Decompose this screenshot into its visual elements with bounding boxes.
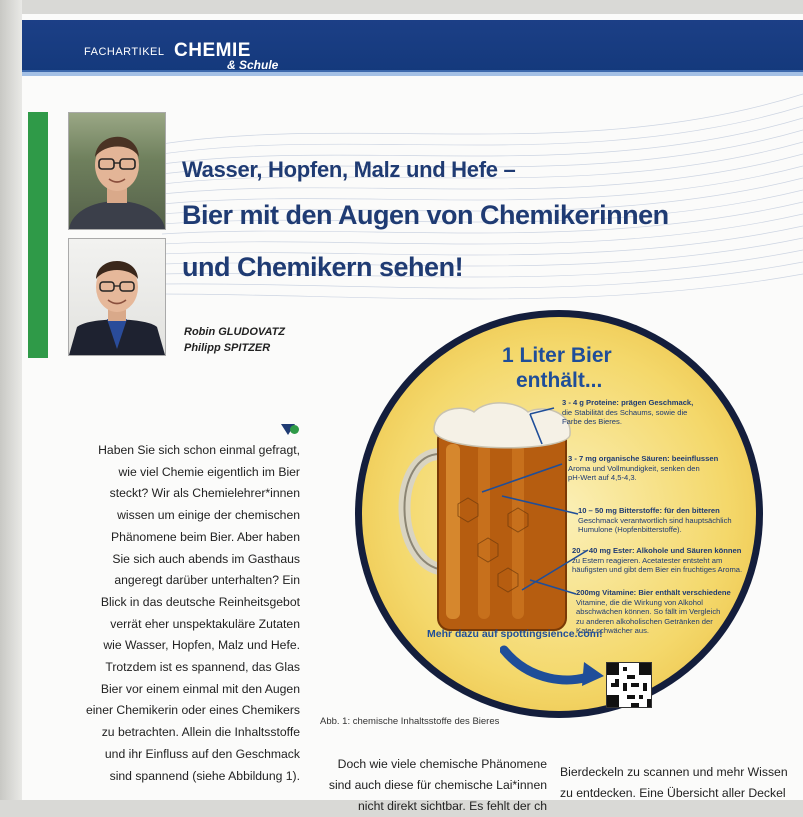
annotation-leader-lines: [362, 384, 592, 604]
article-title-line-1: Bier mit den Augen von Chemikerinnen: [182, 200, 669, 230]
annotation-line: die Stabilität des Schaums, sowie die: [562, 407, 688, 417]
annotation-line: 20 – 40 mg Ester: Alkohole und Säuren können: [572, 546, 742, 555]
body-column-2: [317, 754, 547, 817]
figure-link-text: Mehr dazu auf spottingsience.com!: [427, 628, 603, 640]
paragraph-line: steckt? Wir als Chemielehrer*innen: [109, 486, 300, 501]
annotation-line: 3 - 7 mg organische Säuren: beeinflussen: [568, 454, 719, 463]
paragraph-line: Doch wie viele chemische Phänomene: [337, 757, 547, 771]
page-gutter-shadow: [0, 0, 22, 800]
annotation-line: pH-Wert auf 4,5-4,3.: [568, 473, 637, 483]
section-marker-dot-icon: [290, 425, 299, 434]
portrait-1-illustration: [69, 113, 165, 229]
figure-caption: Abb. 1: chemische Inhaltsstoffe des Bieres: [320, 716, 500, 727]
paragraph-line: Trotzdem ist es spannend, das Glas: [105, 660, 300, 675]
paragraph-line: zu entdecken. Eine Übersicht aller Deckel: [560, 786, 786, 800]
intro-paragraph: [80, 440, 300, 787]
annotation-line: häufigsten und gibt dem Bier ein fruchtiges Aroma.: [572, 565, 743, 575]
paragraph-line: sind spannend (siehe Abbildung 1).: [109, 768, 300, 783]
author-name: Robin GLUDOVATZ: [184, 326, 286, 338]
qr-code[interactable]: [606, 662, 652, 708]
paragraph-line: verrät eher unspektakuläre Zutaten: [110, 616, 300, 631]
annotation-line: 3 - 4 g Proteine: prägen Geschmack,: [562, 398, 694, 407]
annotation-line: Geschmack verantwortlich sind hauptsächlich: [578, 515, 732, 525]
paragraph-line: wie viel Chemie eigentlich im Bier: [118, 464, 300, 479]
paragraph-line: angeregt darüber unterhalten? Ein: [114, 573, 300, 588]
article-title-line-2: und Chemikern sehen!: [182, 252, 464, 282]
annotation-organic-acids: [568, 454, 718, 483]
annotation-line: Aroma und Vollmundigkeit, senken den: [568, 463, 700, 473]
annotation-line: abschwächen können. So fällt im Vergleich: [576, 607, 721, 617]
brand-sub: & Schule: [227, 58, 279, 72]
author-name: Philipp SPITZER: [184, 342, 271, 354]
brand-main: CHEMIE: [174, 40, 251, 61]
article-kicker: Wasser, Hopfen, Malz und Hefe –: [182, 157, 516, 182]
author-photo-gludovatz: [68, 112, 166, 230]
annotation-line: Kater schwächer aus.: [576, 626, 650, 636]
author-photo-spitzer: [68, 238, 166, 356]
annotation-line: zu anderen alkoholischen Getränken der: [576, 616, 713, 626]
annotation-line: zu Estern reagieren. Acetatester entsteht am: [572, 555, 723, 565]
figure-title-line-2: enthält...: [516, 369, 603, 392]
magazine-page: [22, 14, 803, 813]
paragraph-line: und ihr Einfluss auf den Geschmack: [104, 746, 300, 761]
portrait-2-illustration: [69, 239, 165, 355]
brand-prefix: FACHARTIKEL: [84, 46, 165, 58]
paragraph-line: wissen um einige der chemischen: [117, 508, 300, 523]
qr-code-icon: [607, 663, 651, 707]
annotation-line: 10 – 50 mg Bitterstoffe: für den bitteren: [578, 506, 720, 515]
paragraph-line: sind auch diese für chemische Lai*innen: [328, 778, 547, 792]
paragraph-line: Bier vor einem einmal mit den Augen: [100, 681, 300, 696]
paragraph-line: Bierdeckeln zu scannen und mehr Wissen: [560, 765, 788, 779]
annotation-proteins: [562, 398, 693, 427]
annotation-line: 200mg Vitamine: Bier enthält verschiedene: [576, 588, 731, 597]
annotation-line: Vitamine, die die Wirkung von Alkohol: [576, 597, 703, 607]
body-column-3: [560, 762, 803, 804]
annotation-esters: [572, 546, 742, 575]
figure-title-line-1: 1 Liter Bier: [502, 344, 612, 367]
annotation-line: Farbe des Bieres.: [562, 417, 622, 427]
paragraph-line: Sie sich auch abends im Gasthaus: [112, 551, 300, 566]
annotation-bitter-compounds: [578, 506, 732, 535]
paragraph-line: Blick in das deutsche Reinheitsgebot: [100, 594, 300, 609]
paragraph-line: Phänomene beim Bier. Aber haben: [110, 529, 300, 544]
paragraph-line: nicht direkt sichtbar. Es fehlt der ch: [358, 799, 547, 813]
accent-bar: [28, 112, 48, 358]
paragraph-line: zu betrachten. Allein die Inhaltsstoffe: [101, 725, 300, 740]
paragraph-line: Haben Sie sich schon einmal gefragt,: [98, 443, 300, 457]
curved-arrow-icon: [500, 640, 610, 690]
paragraph-line: einer Chemikerin oder eines Chemikers: [85, 703, 300, 718]
annotation-line: Humulone (Hopfenbitterstoffe).: [578, 525, 682, 535]
paragraph-line: wie Wasser, Hopfen, Malz und Hefe.: [103, 638, 300, 653]
